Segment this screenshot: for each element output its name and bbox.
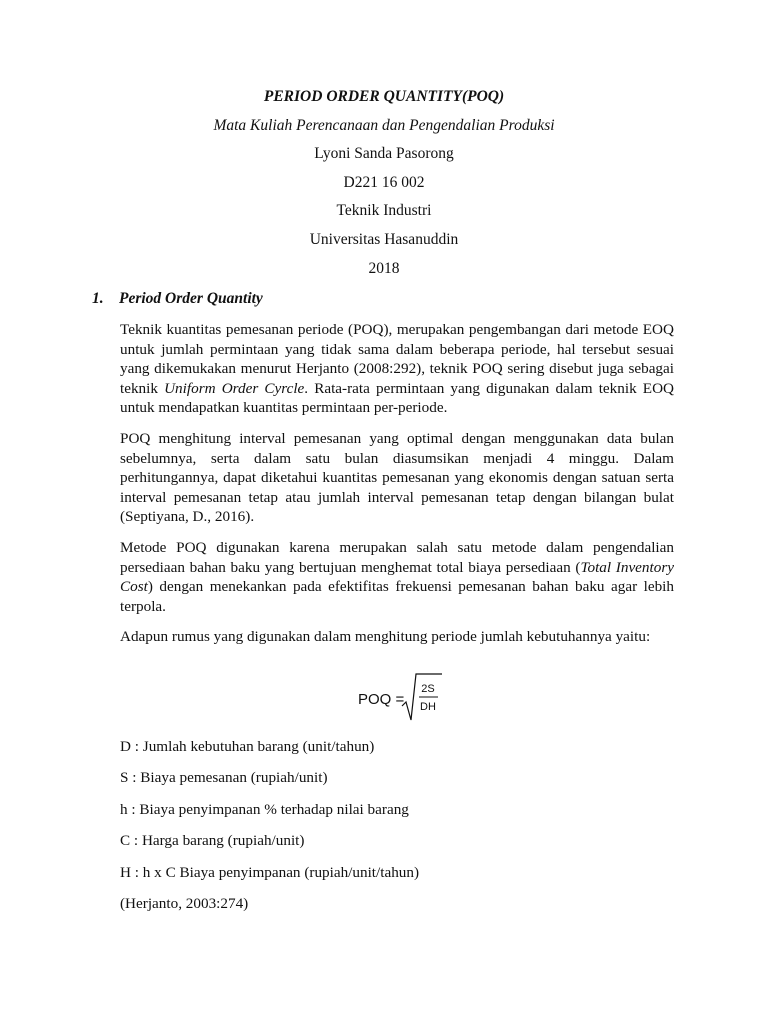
formula-numerator: 2S xyxy=(421,683,435,695)
paragraph-1-text-b: . Rata-rata permintaan yang digunakan dalam teknik EOQ untuk mendapatkan kuantitas permintaan per-periode. xyxy=(120,379,674,417)
formula-denominator: DH xyxy=(420,701,436,713)
section-heading xyxy=(92,290,263,308)
definition-h-upper: H : h x C Biaya penyimpanan (rupiah/unit/tahun) xyxy=(120,864,420,881)
author-name: Lyoni Sanda Pasorong xyxy=(314,145,454,162)
university: Universitas Hasanuddin xyxy=(309,231,459,248)
paragraph-1 xyxy=(120,320,674,418)
year: 2018 xyxy=(368,260,400,277)
poq-formula xyxy=(356,668,446,724)
formula-graphic xyxy=(356,668,446,724)
formula-lhs: POQ = xyxy=(358,691,405,708)
definition-h-lower: h : Biaya penyimpanan % terhadap nilai barang xyxy=(120,801,409,818)
paragraph-3-italic: Total Inventory Cost xyxy=(120,558,674,596)
paragraph-1-text-a: Teknik kuantitas pemesanan periode (POQ), merupakan pengembangan dari metode EOQ untuk jumlah permintaan yang tidak sama dalam beberapa periode, hal tersebut sesuai yang dikemukakan menurut Herjanto (2008:292), teknik POQ sering disebut juga sebagai teknik xyxy=(120,321,674,397)
paragraph-3-text-a: Metode POQ digunakan karena merupakan salah satu metode dalam pengendalian persediaan bahan baku yang bertujuan menghemat total biaya persediaan ( xyxy=(120,539,674,576)
definition-s: S : Biaya pemesanan (rupiah/unit) xyxy=(120,769,328,786)
definition-d: D : Jumlah kebutuhan barang (unit/tahun) xyxy=(120,738,375,755)
paragraph-3-text-b: ) dengan menekankan pada efektifitas frekuensi pemesanan bahan baku agar lebih terpola. xyxy=(120,578,674,615)
student-id: D221 16 002 xyxy=(343,174,425,191)
paragraph-4: Adapun rumus yang digunakan dalam menghitung periode jumlah kebutuhannya yaitu: xyxy=(120,628,651,645)
paragraph-3 xyxy=(120,538,674,616)
citation: (Herjanto, 2003:274) xyxy=(120,895,249,912)
section-title: Period Order Quantity xyxy=(119,290,263,307)
section-number: 1. xyxy=(92,290,104,307)
paragraph-2: POQ menghitung interval pemesanan yang optimal dengan menggunakan data bulan sebelumnya, serta dalam satu bulan diasumsikan menjadi 4 minggu. Dalam perhitungannya, dapat diketahui kuantitas pemesanan yang ekonomis dengan satuan serta interval pemesanan tetap atau jumlah interval pemesanan tetap dengan bilangan bulat (Septiyana, D., 2016). xyxy=(120,430,674,526)
document-subtitle: Mata Kuliah Perencanaan dan Pengendalian Produksi xyxy=(213,117,555,134)
paragraph-1-italic: Uniform Order Cyrcle xyxy=(164,379,305,397)
definition-c: C : Harga barang (rupiah/unit) xyxy=(120,832,305,849)
document-title: PERIOD ORDER QUANTITY(POQ) xyxy=(263,88,505,105)
department: Teknik Industri xyxy=(336,202,432,219)
